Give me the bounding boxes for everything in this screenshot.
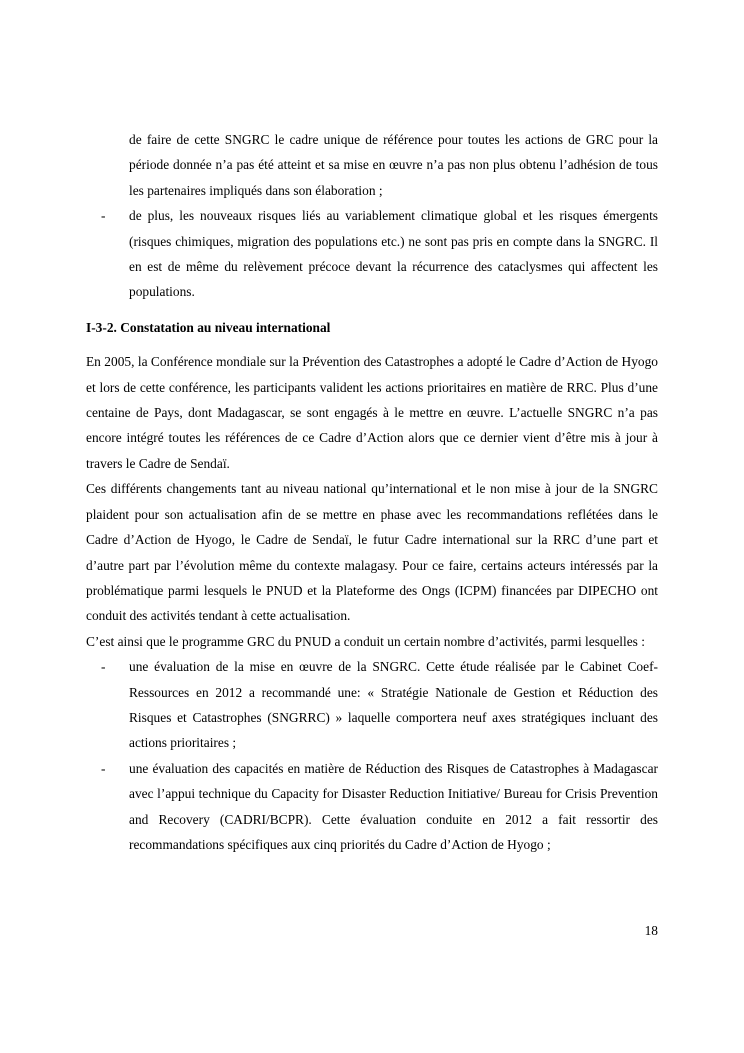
section-heading: I-3-2. Constatation au niveau international: [86, 319, 331, 335]
paragraph-changements: Ces différents changements tant au niveau national qu’international et le non mise à jour de la SNGRC plaident pour son actualisation afin de se mettre en phase avec les recommandations reflétées dans le Cadre d’Action de Hyogo, le Cadre de Sendaï, le futur Cadre international sur la RRC d’une part et d’autre part par l’évolution même du contexte malagasy. Pour ce faire, certains acteurs intéressés par la problématique parmi lesquels le PNUD et la Plateforme des Ongs (ICPM) financées par DIPECHO ont conduit des activités tendant à cette actualisation.: [86, 481, 658, 624]
list-item-text: de plus, les nouveaux risques liés au variablement climatique global et les risques émergents (risques chimiques, migration des populations etc.) ne sont pas pris en compte dans la SNGRC. Il en est de même du relèvement précoce devant la récurrence des cataclysmes qui affectent les populations.: [129, 208, 658, 300]
continuation-paragraph: de faire de cette SNGRC le cadre unique de référence pour toutes les actions de GRC pour la période donnée n’a pas été atteint et sa mise en œuvre n’a pas non plus obtenu l’adhésion de tous les partenaires impliqués dans son élaboration ;: [129, 132, 658, 198]
paragraph-programme-pnud: C’est ainsi que le programme GRC du PNUD a conduit un certain nombre d’activités, parmi lesquelles :: [86, 633, 645, 649]
paragraph-hyogo: En 2005, la Conférence mondiale sur la Prévention des Catastrophes a adopté le Cadre d’Action de Hyogo et lors de cette conférence, les participants valident les actions prioritaires en matière de RRC. Plus d’une centaine de Pays, dont Madagascar, se sont engagés à le mettre en œuvre. L’actuelle SNGRC n’a pas encore intégré toutes les références de ce Cadre d’Action alors que ce dernier vient d’être mis à jour à travers le Cadre de Sendaï.: [86, 354, 658, 471]
list-item-text: une évaluation des capacités en matière de Réduction des Risques de Catastrophes à Madagascar avec l’appui technique du Capacity for Disaster Reduction Initiative/ Bureau for Crisis Prevention and Recovery (CADRI/BCPR). Cette évaluation conduite en 2012 a fait ressortir des recommandations spécifiques aux cinq priorités du Cadre d’Action de Hyogo ;: [129, 760, 658, 852]
bullet-dash: -: [101, 208, 106, 224]
page-number: 18: [644, 923, 658, 938]
list-item-nouveaux-risques: [86, 203, 658, 305]
list-item-evaluation-capacites: [86, 756, 658, 858]
bullet-dash: -: [101, 659, 106, 675]
document-body: [86, 127, 658, 857]
bullet-dash: -: [101, 760, 106, 776]
list-item-text: une évaluation de la mise en œuvre de la SNGRC. Cette étude réalisée par le Cabinet Coef-Ressources en 2012 a recommandé une: « Stratégie Nationale de Gestion et Réduction des Risques et Catastrophes (SNGRRC) » laquelle comportera neuf axes stratégiques incluant des actions prioritaires ;: [129, 659, 658, 751]
list-item-evaluation-sngrc: [86, 654, 658, 756]
